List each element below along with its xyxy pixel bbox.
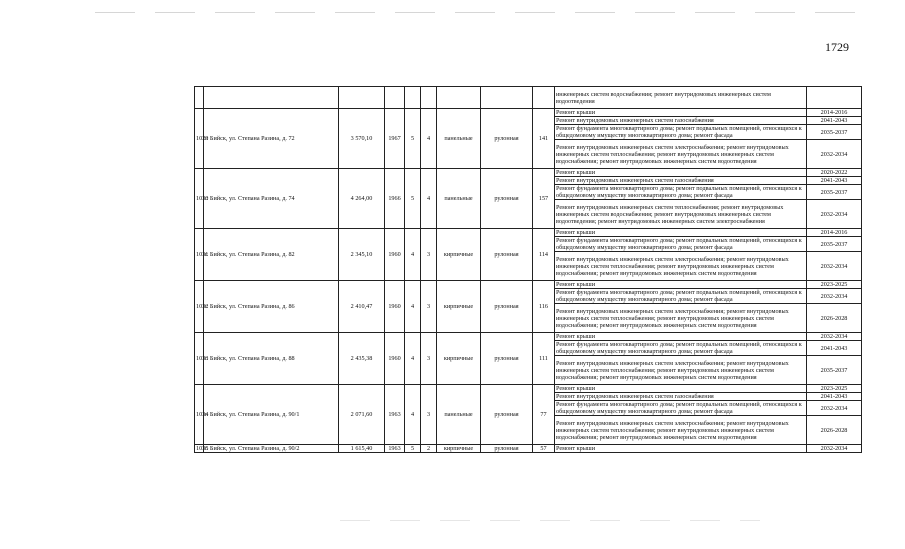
building-address: г. Бийск, ул. Степана Разина, д. 90/2	[204, 445, 339, 453]
work-period: 2023-2025	[807, 385, 862, 393]
building-entrances: 4	[421, 109, 437, 169]
work-description: Ремонт крыши	[555, 109, 807, 117]
work-period: 2032-2034	[807, 252, 862, 281]
work-description: Ремонт крыши	[555, 169, 807, 177]
work-period: 2032-2034	[807, 289, 862, 304]
work-description: инженерных систем водоснабжения; ремонт внутридомовых инженерных систем водоотведения	[555, 87, 807, 109]
work-description: Ремонт внутридомовых инженерных систем электроснабжения; ремонт внутридомовых инженерных систем теплоснабжения; ремонт внутридомовых инженерных систем водоснабжения; ремонт внутридомовых инженерных систем водоотведения	[555, 304, 807, 333]
building-entrances: 3	[421, 333, 437, 385]
work-period: 2041-2043	[807, 117, 862, 125]
building-area: 4 264,00	[339, 169, 385, 229]
empty-cell	[405, 87, 421, 109]
work-period: 2032-2034	[807, 200, 862, 229]
building-entrances: 3	[421, 385, 437, 445]
building-year: 1967	[385, 109, 405, 169]
work-period: 2032-2034	[807, 333, 862, 341]
repair-program-table	[194, 86, 862, 453]
work-description: Ремонт внутридомовых инженерных систем электроснабжения; ремонт внутридомовых инженерных систем теплоснабжения; ремонт внутридомовых инженерных систем водоснабжения; ремонт внутридомовых инженерных систем водоотведения	[555, 416, 807, 445]
work-period: 2035-2037	[807, 125, 862, 140]
building-wall-material: панельные	[437, 109, 481, 169]
building-floors: 5	[405, 109, 421, 169]
table-body	[195, 87, 862, 453]
empty-cell	[437, 87, 481, 109]
building-address: г. Бийск, ул. Степана Разина, д. 86	[204, 281, 339, 333]
scan-artifact-bottom	[340, 520, 760, 521]
building-address: г. Бийск, ул. Степана Разина, д. 82	[204, 229, 339, 281]
table-row	[195, 109, 862, 117]
building-year: 1963	[385, 445, 405, 453]
empty-cell	[421, 87, 437, 109]
building-residents: 114	[533, 229, 555, 281]
work-description: Ремонт внутридомовых инженерных систем газоснабжения	[555, 393, 807, 401]
building-number: 1031	[195, 229, 204, 281]
work-period: 2035-2037	[807, 237, 862, 252]
building-roof-type: рулонная	[481, 229, 533, 281]
work-description: Ремонт фундамента многоквартирного дома; ремонт подвальных помещений, относящихся к общедомовому имуществу многоквартирного дома; ремонт фасада	[555, 185, 807, 200]
building-floors: 4	[405, 281, 421, 333]
work-period: 2035-2037	[807, 356, 862, 385]
building-address: г. Бийск, ул. Степана Разина, д. 90/1	[204, 385, 339, 445]
building-entrances: 2	[421, 445, 437, 453]
building-wall-material: кирпичные	[437, 445, 481, 453]
work-period: 2014-2016	[807, 229, 862, 237]
work-period: 2026-2028	[807, 304, 862, 333]
building-floors: 5	[405, 169, 421, 229]
building-address: г. Бийск, ул. Степана Разина, д. 72	[204, 109, 339, 169]
work-description: Ремонт внутридомовых инженерных систем электроснабжения; ремонт внутридомовых инженерных систем теплоснабжения; ремонт внутридомовых инженерных систем водоснабжения; ремонт внутридомовых инженерных систем водоотведения	[555, 140, 807, 169]
building-area: 2 410,47	[339, 281, 385, 333]
building-roof-type: рулонная	[481, 445, 533, 453]
building-area: 3 570,10	[339, 109, 385, 169]
table-row	[195, 229, 862, 237]
work-period: 2041-2043	[807, 177, 862, 185]
building-entrances: 3	[421, 281, 437, 333]
work-description: Ремонт крыши	[555, 445, 807, 453]
work-period-empty	[807, 87, 862, 109]
work-description: Ремонт крыши	[555, 281, 807, 289]
building-wall-material: кирпичные	[437, 229, 481, 281]
building-area: 1 615,40	[339, 445, 385, 453]
work-period: 2032-2034	[807, 140, 862, 169]
building-number: 1030	[195, 169, 204, 229]
continuation-row	[195, 87, 862, 109]
building-roof-type: рулонная	[481, 109, 533, 169]
building-entrances: 3	[421, 229, 437, 281]
empty-cell	[385, 87, 405, 109]
empty-cell	[533, 87, 555, 109]
work-period: 2041-2043	[807, 393, 862, 401]
table-row	[195, 445, 862, 453]
work-description: Ремонт фундамента многоквартирного дома; ремонт подвальных помещений, относящихся к общедомовому имуществу многоквартирного дома; ремонт фасада	[555, 237, 807, 252]
building-year: 1960	[385, 229, 405, 281]
work-period: 2014-2016	[807, 109, 862, 117]
scan-artifact-top	[95, 12, 865, 13]
building-area: 2 345,10	[339, 229, 385, 281]
work-period: 2026-2028	[807, 416, 862, 445]
work-period: 2041-2043	[807, 341, 862, 356]
table-row	[195, 281, 862, 289]
work-description: Ремонт крыши	[555, 229, 807, 237]
building-floors: 4	[405, 385, 421, 445]
building-residents: 77	[533, 385, 555, 445]
building-residents: 111	[533, 333, 555, 385]
building-number: 1032	[195, 281, 204, 333]
building-residents: 157	[533, 169, 555, 229]
work-period: 2020-2022	[807, 169, 862, 177]
work-description: Ремонт фундамента многоквартирного дома; ремонт подвальных помещений, относящихся к общедомовому имуществу многоквартирного дома; ремонт фасада	[555, 401, 807, 416]
work-description: Ремонт фундамента многоквартирного дома; ремонт подвальных помещений, относящихся к общедомовому имуществу многоквартирного дома; ремонт фасада	[555, 341, 807, 356]
building-floors: 5	[405, 445, 421, 453]
building-number: 1033	[195, 333, 204, 385]
building-address: г. Бийск, ул. Степана Разина, д. 74	[204, 169, 339, 229]
building-residents: 116	[533, 281, 555, 333]
building-number: 1034	[195, 385, 204, 445]
building-roof-type: рулонная	[481, 169, 533, 229]
page-number: 1729	[825, 40, 849, 54]
work-period: 2023-2025	[807, 281, 862, 289]
building-floors: 4	[405, 333, 421, 385]
empty-cell	[339, 87, 385, 109]
building-address: г. Бийск, ул. Степана Разина, д. 88	[204, 333, 339, 385]
building-entrances: 4	[421, 169, 437, 229]
work-description: Ремонт фундамента многоквартирного дома; ремонт подвальных помещений, относящихся к общедомовому имуществу многоквартирного дома; ремонт фасада	[555, 289, 807, 304]
building-wall-material: панельные	[437, 169, 481, 229]
work-description: Ремонт внутридомовых инженерных систем газоснабжения	[555, 177, 807, 185]
building-year: 1960	[385, 333, 405, 385]
work-description: Ремонт внутридомовых инженерных систем электроснабжения; ремонт внутридомовых инженерных систем теплоснабжения; ремонт внутридомовых инженерных систем водоснабжения; ремонт внутридомовых инженерных систем водоотведения	[555, 252, 807, 281]
building-area: 2 435,38	[339, 333, 385, 385]
table-row	[195, 385, 862, 393]
building-roof-type: рулонная	[481, 385, 533, 445]
building-number: 1029	[195, 109, 204, 169]
building-floors: 4	[405, 229, 421, 281]
building-year: 1966	[385, 169, 405, 229]
work-description: Ремонт фундамента многоквартирного дома; ремонт подвальных помещений, относящихся к общедомовому имуществу многоквартирного дома; ремонт фасада	[555, 125, 807, 140]
work-period: 2032-2034	[807, 401, 862, 416]
work-description: Ремонт внутридомовых инженерных систем теплоснабжения; ремонт внутридомовых инженерных систем водоснабжения; ремонт внутридомовых инженерных систем водоотведения; ремонт внутридомовых инженерных систем электроснабжения	[555, 200, 807, 229]
building-year: 1963	[385, 385, 405, 445]
building-residents: 141	[533, 109, 555, 169]
work-description: Ремонт внутридомовых инженерных систем газоснабжения	[555, 117, 807, 125]
work-period: 2032-2034	[807, 445, 862, 453]
table-row	[195, 333, 862, 341]
work-description: Ремонт крыши	[555, 333, 807, 341]
work-description: Ремонт крыши	[555, 385, 807, 393]
work-description: Ремонт внутридомовых инженерных систем электроснабжения; ремонт внутридомовых инженерных систем теплоснабжения; ремонт внутридомовых инженерных систем водоснабжения; ремонт внутридомовых инженерных систем водоотведения	[555, 356, 807, 385]
building-wall-material: панельные	[437, 385, 481, 445]
empty-cell	[195, 87, 204, 109]
building-wall-material: кирпичные	[437, 281, 481, 333]
building-wall-material: кирпичные	[437, 333, 481, 385]
building-number: 1035	[196, 445, 209, 452]
building-roof-type: рулонная	[481, 333, 533, 385]
table-row	[195, 169, 862, 177]
building-area: 2 071,60	[339, 385, 385, 445]
building-year: 1960	[385, 281, 405, 333]
building-roof-type: рулонная	[481, 281, 533, 333]
empty-cell	[204, 87, 339, 109]
building-residents: 57	[533, 445, 555, 453]
work-period: 2035-2037	[807, 185, 862, 200]
empty-cell	[481, 87, 533, 109]
